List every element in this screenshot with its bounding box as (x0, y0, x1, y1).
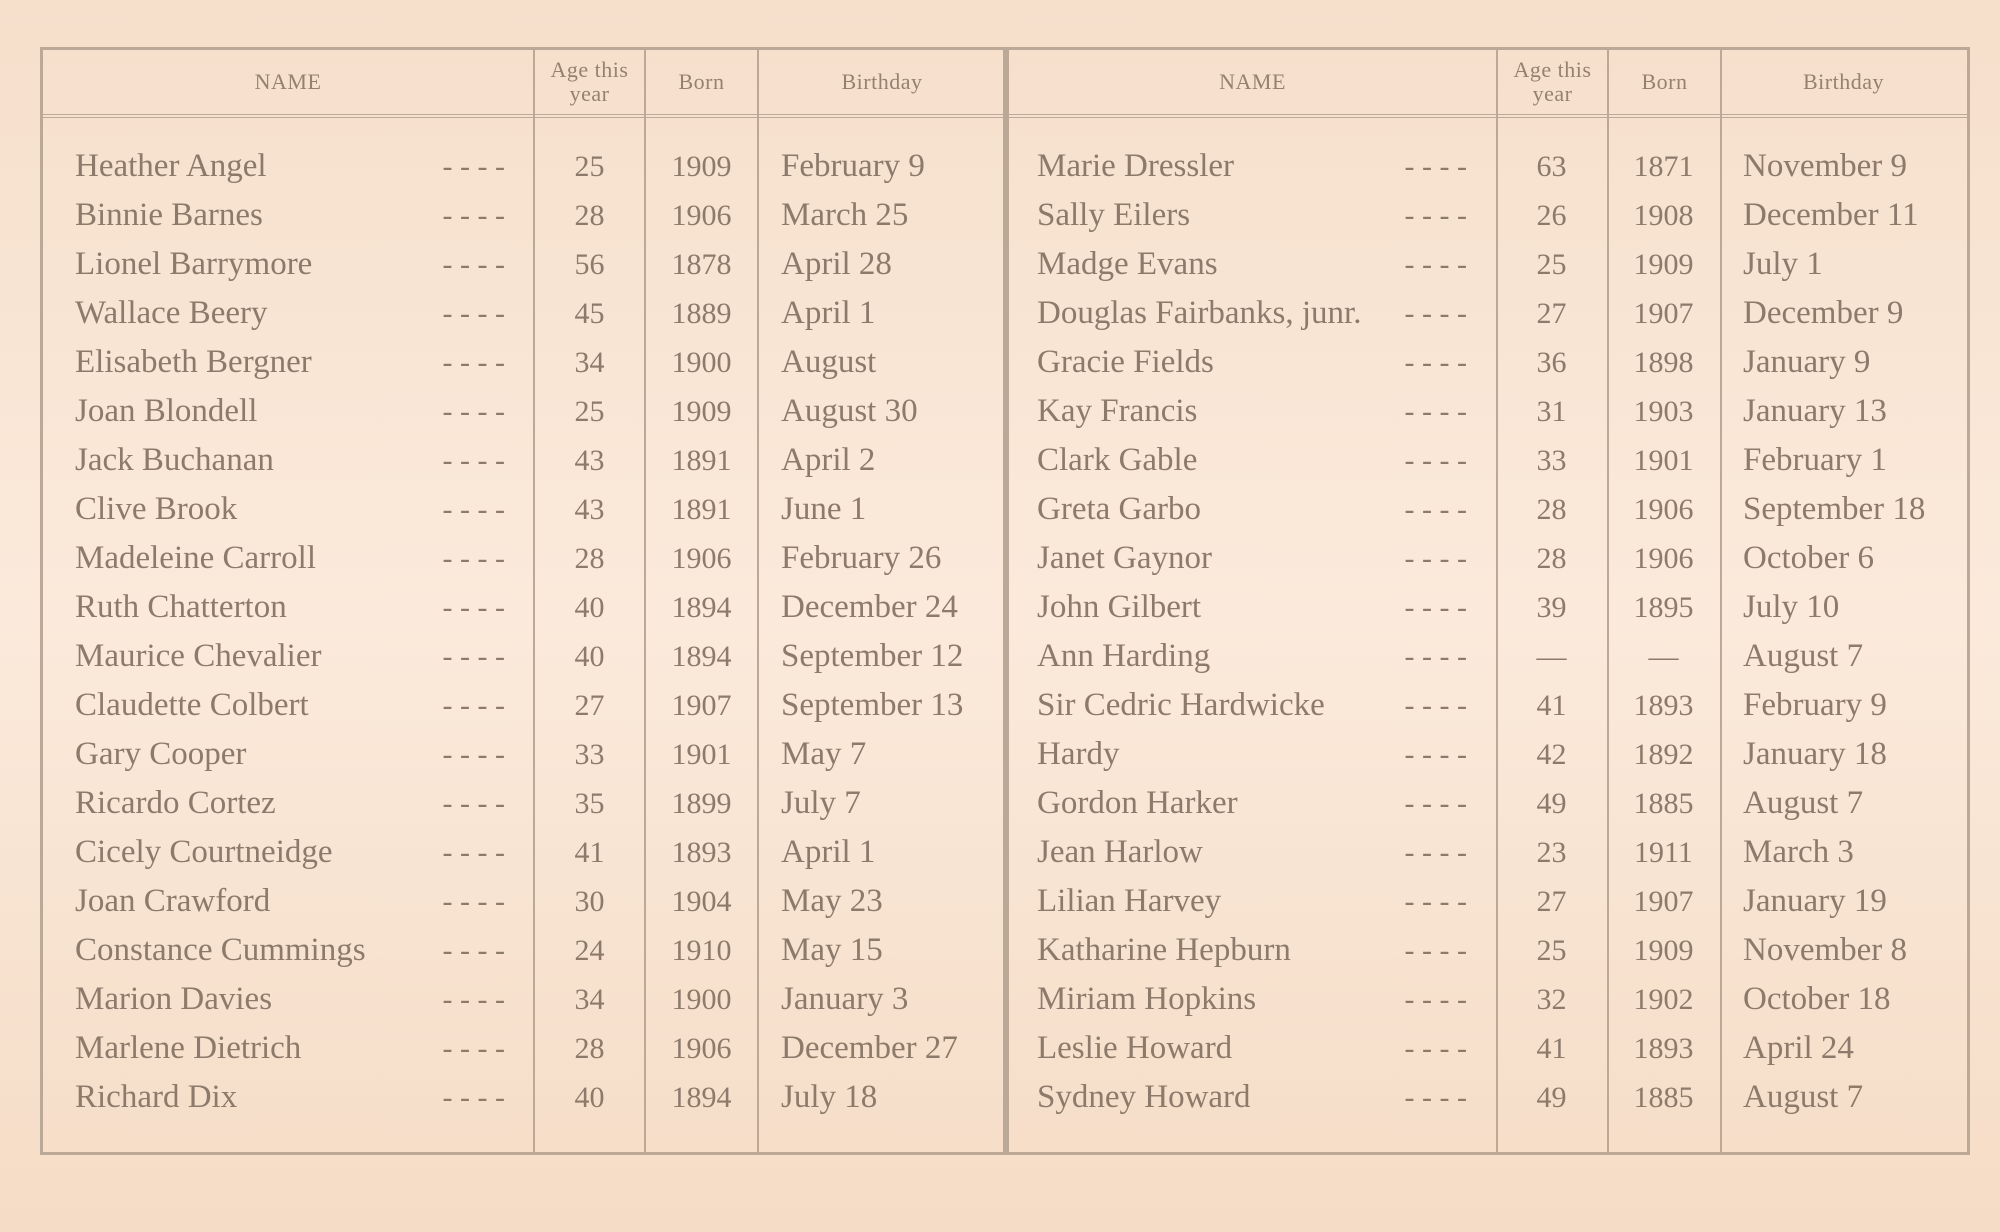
table-row (1005, 975, 1967, 1024)
age-cell: 25 (1536, 248, 1567, 281)
leader-dashes: - - - - (1404, 346, 1467, 379)
birthday-cell: August 30 (781, 393, 918, 429)
born-cell: 1900 (671, 983, 732, 1016)
age-cell: 28 (574, 199, 605, 232)
name-cell: Jean Harlow (1037, 834, 1203, 870)
table-row (43, 828, 1005, 877)
name-cell: Cicely Courtneidge (75, 834, 333, 870)
table-header-left (43, 50, 1005, 118)
born-cell: 1908 (1633, 199, 1694, 232)
name-cell: Marie Dressler (1037, 148, 1235, 184)
name-cell: Richard Dix (75, 1079, 238, 1115)
born-cell: 1909 (671, 395, 732, 428)
leader-dashes: - - - - (442, 983, 505, 1016)
name-cell: Gordon Harker (1037, 785, 1238, 821)
age-cell: 43 (574, 444, 605, 477)
leader-dashes: - - - - (1404, 738, 1467, 771)
name-cell: Ruth Chatterton (75, 589, 287, 625)
name-cell: Miriam Hopkins (1037, 981, 1257, 1017)
birthday-cell: December 24 (781, 589, 958, 625)
table-row (43, 191, 1005, 240)
birthday-cell: April 1 (781, 834, 876, 870)
leader-dashes: - - - - (442, 297, 505, 330)
born-cell: 1902 (1633, 983, 1694, 1016)
born-cell: 1906 (1633, 542, 1694, 575)
header-age: Age this year (550, 57, 629, 106)
born-cell: 1901 (671, 738, 732, 771)
age-cell: 35 (574, 787, 605, 820)
birthday-cell: May 15 (781, 932, 883, 968)
age-cell: 28 (1536, 493, 1567, 526)
leader-dashes: - - - - (442, 444, 505, 477)
birthday-cell: November 8 (1743, 932, 1908, 968)
name-cell: Lilian Harvey (1037, 883, 1222, 919)
name-cell: Clive Brook (75, 491, 238, 527)
table-row (1005, 1073, 1967, 1122)
born-cell: 1894 (671, 640, 732, 673)
table-row (1005, 142, 1967, 191)
table-row (43, 583, 1005, 632)
leader-dashes: - - - - (442, 199, 505, 232)
age-cell: 43 (574, 493, 605, 526)
born-cell: 1906 (671, 1032, 732, 1065)
table-row (43, 877, 1005, 926)
name-cell: Sally Eilers (1037, 197, 1191, 233)
name-cell: Douglas Fairbanks, junr. (1037, 295, 1362, 331)
birthday-cell: August 7 (1743, 785, 1864, 821)
born-cell: 1892 (1633, 738, 1694, 771)
leader-dashes: - - - - (1404, 444, 1467, 477)
table-row (43, 926, 1005, 975)
born-cell: 1889 (671, 297, 732, 330)
born-cell: 1885 (1633, 787, 1694, 820)
name-cell: Hardy (1037, 736, 1120, 772)
birthday-cell: May 23 (781, 883, 883, 919)
leader-dashes: - - - - (1404, 199, 1467, 232)
name-cell: Marion Davies (75, 981, 273, 1017)
born-cell: 1906 (671, 542, 732, 575)
born-cell: 1893 (671, 836, 732, 869)
age-cell: 45 (574, 297, 605, 330)
born-cell: 1911 (1634, 836, 1693, 869)
name-cell: Ricardo Cortez (75, 785, 276, 821)
table-row (1005, 632, 1967, 681)
age-cell: 41 (1536, 1032, 1567, 1065)
name-cell: Wallace Beery (75, 295, 268, 331)
name-cell: Jack Buchanan (75, 442, 274, 478)
name-cell: Katharine Hepburn (1037, 932, 1291, 968)
header-born: Born (1641, 69, 1688, 94)
table-row (1005, 779, 1967, 828)
age-cell: 63 (1536, 150, 1567, 183)
birthday-cell: February 9 (1743, 687, 1887, 723)
age-cell: 28 (574, 542, 605, 575)
age-cell: 33 (1536, 444, 1567, 477)
name-cell: Elisabeth Bergner (75, 344, 312, 380)
name-cell: Sydney Howard (1037, 1079, 1251, 1115)
age-cell: 56 (574, 248, 605, 281)
born-cell: 1909 (1633, 934, 1694, 967)
leader-dashes: - - - - (442, 395, 505, 428)
leader-dashes: - - - - (1404, 395, 1467, 428)
birthday-cell: April 28 (781, 246, 892, 282)
birthday-cell: December 11 (1743, 197, 1919, 233)
name-cell: Joan Crawford (75, 883, 271, 919)
leader-dashes: - - - - (442, 836, 505, 869)
birthday-cell: October 6 (1743, 540, 1875, 576)
name-cell: Madeleine Carroll (75, 540, 316, 576)
leader-dashes: - - - - (1404, 1081, 1467, 1114)
table-row (1005, 191, 1967, 240)
name-cell: Kay Francis (1037, 393, 1198, 429)
leader-dashes: - - - - (1404, 983, 1467, 1016)
name-cell: Madge Evans (1037, 246, 1218, 282)
birthday-cell: January 19 (1743, 883, 1887, 919)
born-cell: 1910 (671, 934, 732, 967)
table-row (1005, 534, 1967, 583)
table-row (43, 730, 1005, 779)
birthday-cell: February 26 (781, 540, 942, 576)
table-row (43, 436, 1005, 485)
leader-dashes: - - - - (442, 689, 505, 722)
born-cell: 1878 (671, 248, 732, 281)
table-row (43, 681, 1005, 730)
birthday-cell: October 18 (1743, 981, 1891, 1017)
table-row (1005, 387, 1967, 436)
leader-dashes: - - - - (1404, 836, 1467, 869)
leader-dashes: - - - - (1404, 591, 1467, 624)
born-cell: 1903 (1633, 395, 1694, 428)
born-cell: 1899 (671, 787, 732, 820)
birthday-cell: September 18 (1743, 491, 1926, 527)
born-cell: 1894 (671, 1081, 732, 1114)
table-row (1005, 436, 1967, 485)
name-cell: Clark Gable (1037, 442, 1198, 478)
birthday-cell: March 25 (781, 197, 909, 233)
birthday-cell: February 9 (781, 148, 925, 184)
age-cell: 27 (1536, 297, 1567, 330)
leader-dashes: - - - - (1404, 542, 1467, 575)
born-cell: 1891 (671, 493, 732, 526)
header-born: Born (678, 69, 725, 94)
birthday-cell: March 3 (1743, 834, 1854, 870)
age-cell: 41 (1536, 689, 1567, 722)
born-cell: 1906 (1633, 493, 1694, 526)
birthday-cell: August 7 (1743, 638, 1864, 674)
leader-dashes: - - - - (442, 640, 505, 673)
name-cell: Greta Garbo (1037, 491, 1202, 527)
table-row (43, 1024, 1005, 1073)
born-cell: 1907 (1633, 297, 1694, 330)
table-row (1005, 926, 1967, 975)
age-cell: 23 (1536, 836, 1567, 869)
name-cell: Leslie Howard (1037, 1030, 1233, 1066)
table-row (43, 534, 1005, 583)
leader-dashes: - - - - (442, 885, 505, 918)
age-cell: 27 (1536, 885, 1567, 918)
birthday-cell: February 1 (1743, 442, 1887, 478)
birthday-cell: December 27 (781, 1030, 958, 1066)
leader-dashes: - - - - (442, 542, 505, 575)
born-cell: 1900 (671, 346, 732, 379)
born-cell: 1895 (1633, 591, 1694, 624)
name-cell: Sir Cedric Hardwicke (1037, 687, 1325, 723)
name-cell: Ann Harding (1037, 638, 1211, 674)
birthday-cell: January 13 (1743, 393, 1887, 429)
age-cell: 42 (1536, 738, 1567, 771)
age-cell: 34 (574, 346, 605, 379)
age-cell: 25 (574, 395, 605, 428)
table-row (1005, 828, 1967, 877)
header-name: NAME (1219, 69, 1286, 94)
leader-dashes: - - - - (1404, 1032, 1467, 1065)
leader-dashes: - - - - (442, 787, 505, 820)
name-cell: Gracie Fields (1037, 344, 1214, 380)
age-cell: 25 (574, 150, 605, 183)
born-cell: 1904 (671, 885, 732, 918)
age-cell: 27 (574, 689, 605, 722)
born-cell: — (1648, 640, 1679, 673)
born-cell: 1894 (671, 591, 732, 624)
leader-dashes: - - - - (1404, 640, 1467, 673)
rows-right (1005, 142, 1967, 1122)
rows-left (43, 142, 1005, 1122)
leader-dashes: - - - - (442, 934, 505, 967)
born-cell: 1891 (671, 444, 732, 477)
name-cell: John Gilbert (1037, 589, 1202, 625)
leader-dashes: - - - - (1404, 885, 1467, 918)
table-row (43, 1073, 1005, 1122)
age-cell: 40 (574, 1081, 605, 1114)
table-row (1005, 485, 1967, 534)
birthday-cell: November 9 (1743, 148, 1908, 184)
table-row (1005, 730, 1967, 779)
birthday-cell: July 7 (781, 785, 861, 821)
leader-dashes: - - - - (442, 493, 505, 526)
born-cell: 1898 (1633, 346, 1694, 379)
table-row (1005, 338, 1967, 387)
born-cell: 1907 (671, 689, 732, 722)
leader-dashes: - - - - (1404, 689, 1467, 722)
leader-dashes: - - - - (1404, 934, 1467, 967)
birthday-cell: April 24 (1743, 1030, 1854, 1066)
birthday-cell: July 1 (1743, 246, 1823, 282)
table-row (43, 632, 1005, 681)
name-cell: Constance Cummings (75, 932, 366, 968)
age-cell: 24 (574, 934, 605, 967)
birthday-cell: August (781, 344, 877, 380)
birthday-cell: July 10 (1743, 589, 1840, 625)
age-cell: 32 (1536, 983, 1567, 1016)
header-birthday: Birthday (841, 69, 923, 94)
table-row (43, 387, 1005, 436)
born-cell: 1871 (1633, 150, 1694, 183)
born-cell: 1907 (1633, 885, 1694, 918)
born-cell: 1901 (1633, 444, 1694, 477)
table-row (43, 289, 1005, 338)
table-row (1005, 681, 1967, 730)
leader-dashes: - - - - (1404, 150, 1467, 183)
born-cell: 1909 (671, 150, 732, 183)
table-row (43, 485, 1005, 534)
age-cell: 49 (1536, 1081, 1567, 1114)
header-age: Age this year (1513, 57, 1592, 106)
birthday-cell: April 2 (781, 442, 876, 478)
leader-dashes: - - - - (442, 346, 505, 379)
birthday-cell: April 1 (781, 295, 876, 331)
birthday-cell: January 9 (1743, 344, 1871, 380)
birthday-cell: September 13 (781, 687, 964, 723)
leader-dashes: - - - - (1404, 787, 1467, 820)
age-cell: 25 (1536, 934, 1567, 967)
leader-dashes: - - - - (442, 248, 505, 281)
birthday-cell: December 9 (1743, 295, 1904, 331)
birthday-cell: January 18 (1743, 736, 1887, 772)
name-cell: Gary Cooper (75, 736, 247, 772)
leader-dashes: - - - - (442, 1032, 505, 1065)
table-row (43, 975, 1005, 1024)
birthday-cell: January 3 (781, 981, 909, 1017)
leader-dashes: - - - - (442, 1081, 505, 1114)
age-cell: 30 (574, 885, 605, 918)
age-cell: 40 (574, 640, 605, 673)
name-cell: Heather Angel (75, 148, 267, 184)
age-cell: 28 (1536, 542, 1567, 575)
header-name: NAME (254, 69, 322, 94)
leader-dashes: - - - - (442, 591, 505, 624)
leader-dashes: - - - - (442, 738, 505, 771)
born-cell: 1909 (1633, 248, 1694, 281)
birthday-cell: August 7 (1743, 1079, 1864, 1115)
age-cell: 33 (574, 738, 605, 771)
born-cell: 1885 (1633, 1081, 1694, 1114)
born-cell: 1906 (671, 199, 732, 232)
birthday-cell: July 18 (781, 1079, 878, 1115)
table-row (1005, 877, 1967, 926)
leader-dashes: - - - - (442, 150, 505, 183)
age-cell: 40 (574, 591, 605, 624)
name-cell: Lionel Barrymore (75, 246, 313, 282)
age-cell: 36 (1536, 346, 1567, 379)
name-cell: Claudette Colbert (75, 687, 309, 723)
table-row (1005, 289, 1967, 338)
table-row (43, 338, 1005, 387)
table-row (43, 779, 1005, 828)
age-cell: — (1536, 640, 1567, 673)
born-cell: 1893 (1633, 1032, 1694, 1065)
leader-dashes: - - - - (1404, 493, 1467, 526)
table-left-half (43, 50, 1005, 1152)
table-row (1005, 1024, 1967, 1073)
table-row (43, 240, 1005, 289)
name-cell: Maurice Chevalier (75, 638, 322, 674)
name-cell: Binnie Barnes (75, 197, 263, 233)
age-cell: 34 (574, 983, 605, 1016)
age-cell: 26 (1536, 199, 1567, 232)
name-cell: Joan Blondell (75, 393, 258, 429)
name-cell: Janet Gaynor (1037, 540, 1213, 576)
birthday-cell: May 7 (781, 736, 867, 772)
birthday-table (40, 47, 1970, 1155)
table-row (1005, 240, 1967, 289)
leader-dashes: - - - - (1404, 248, 1467, 281)
table-row (43, 142, 1005, 191)
table-right-half (1005, 50, 1967, 1152)
born-cell: 1893 (1633, 689, 1694, 722)
birthday-cell: September 12 (781, 638, 964, 674)
age-cell: 31 (1536, 395, 1567, 428)
birthday-cell: June 1 (781, 491, 867, 527)
name-cell: Marlene Dietrich (75, 1030, 302, 1066)
age-cell: 28 (574, 1032, 605, 1065)
age-cell: 39 (1536, 591, 1567, 624)
age-cell: 49 (1536, 787, 1567, 820)
table-row (1005, 583, 1967, 632)
header-birthday: Birthday (1803, 69, 1884, 94)
age-cell: 41 (574, 836, 605, 869)
table-header-right (1005, 50, 1967, 118)
leader-dashes: - - - - (1404, 297, 1467, 330)
